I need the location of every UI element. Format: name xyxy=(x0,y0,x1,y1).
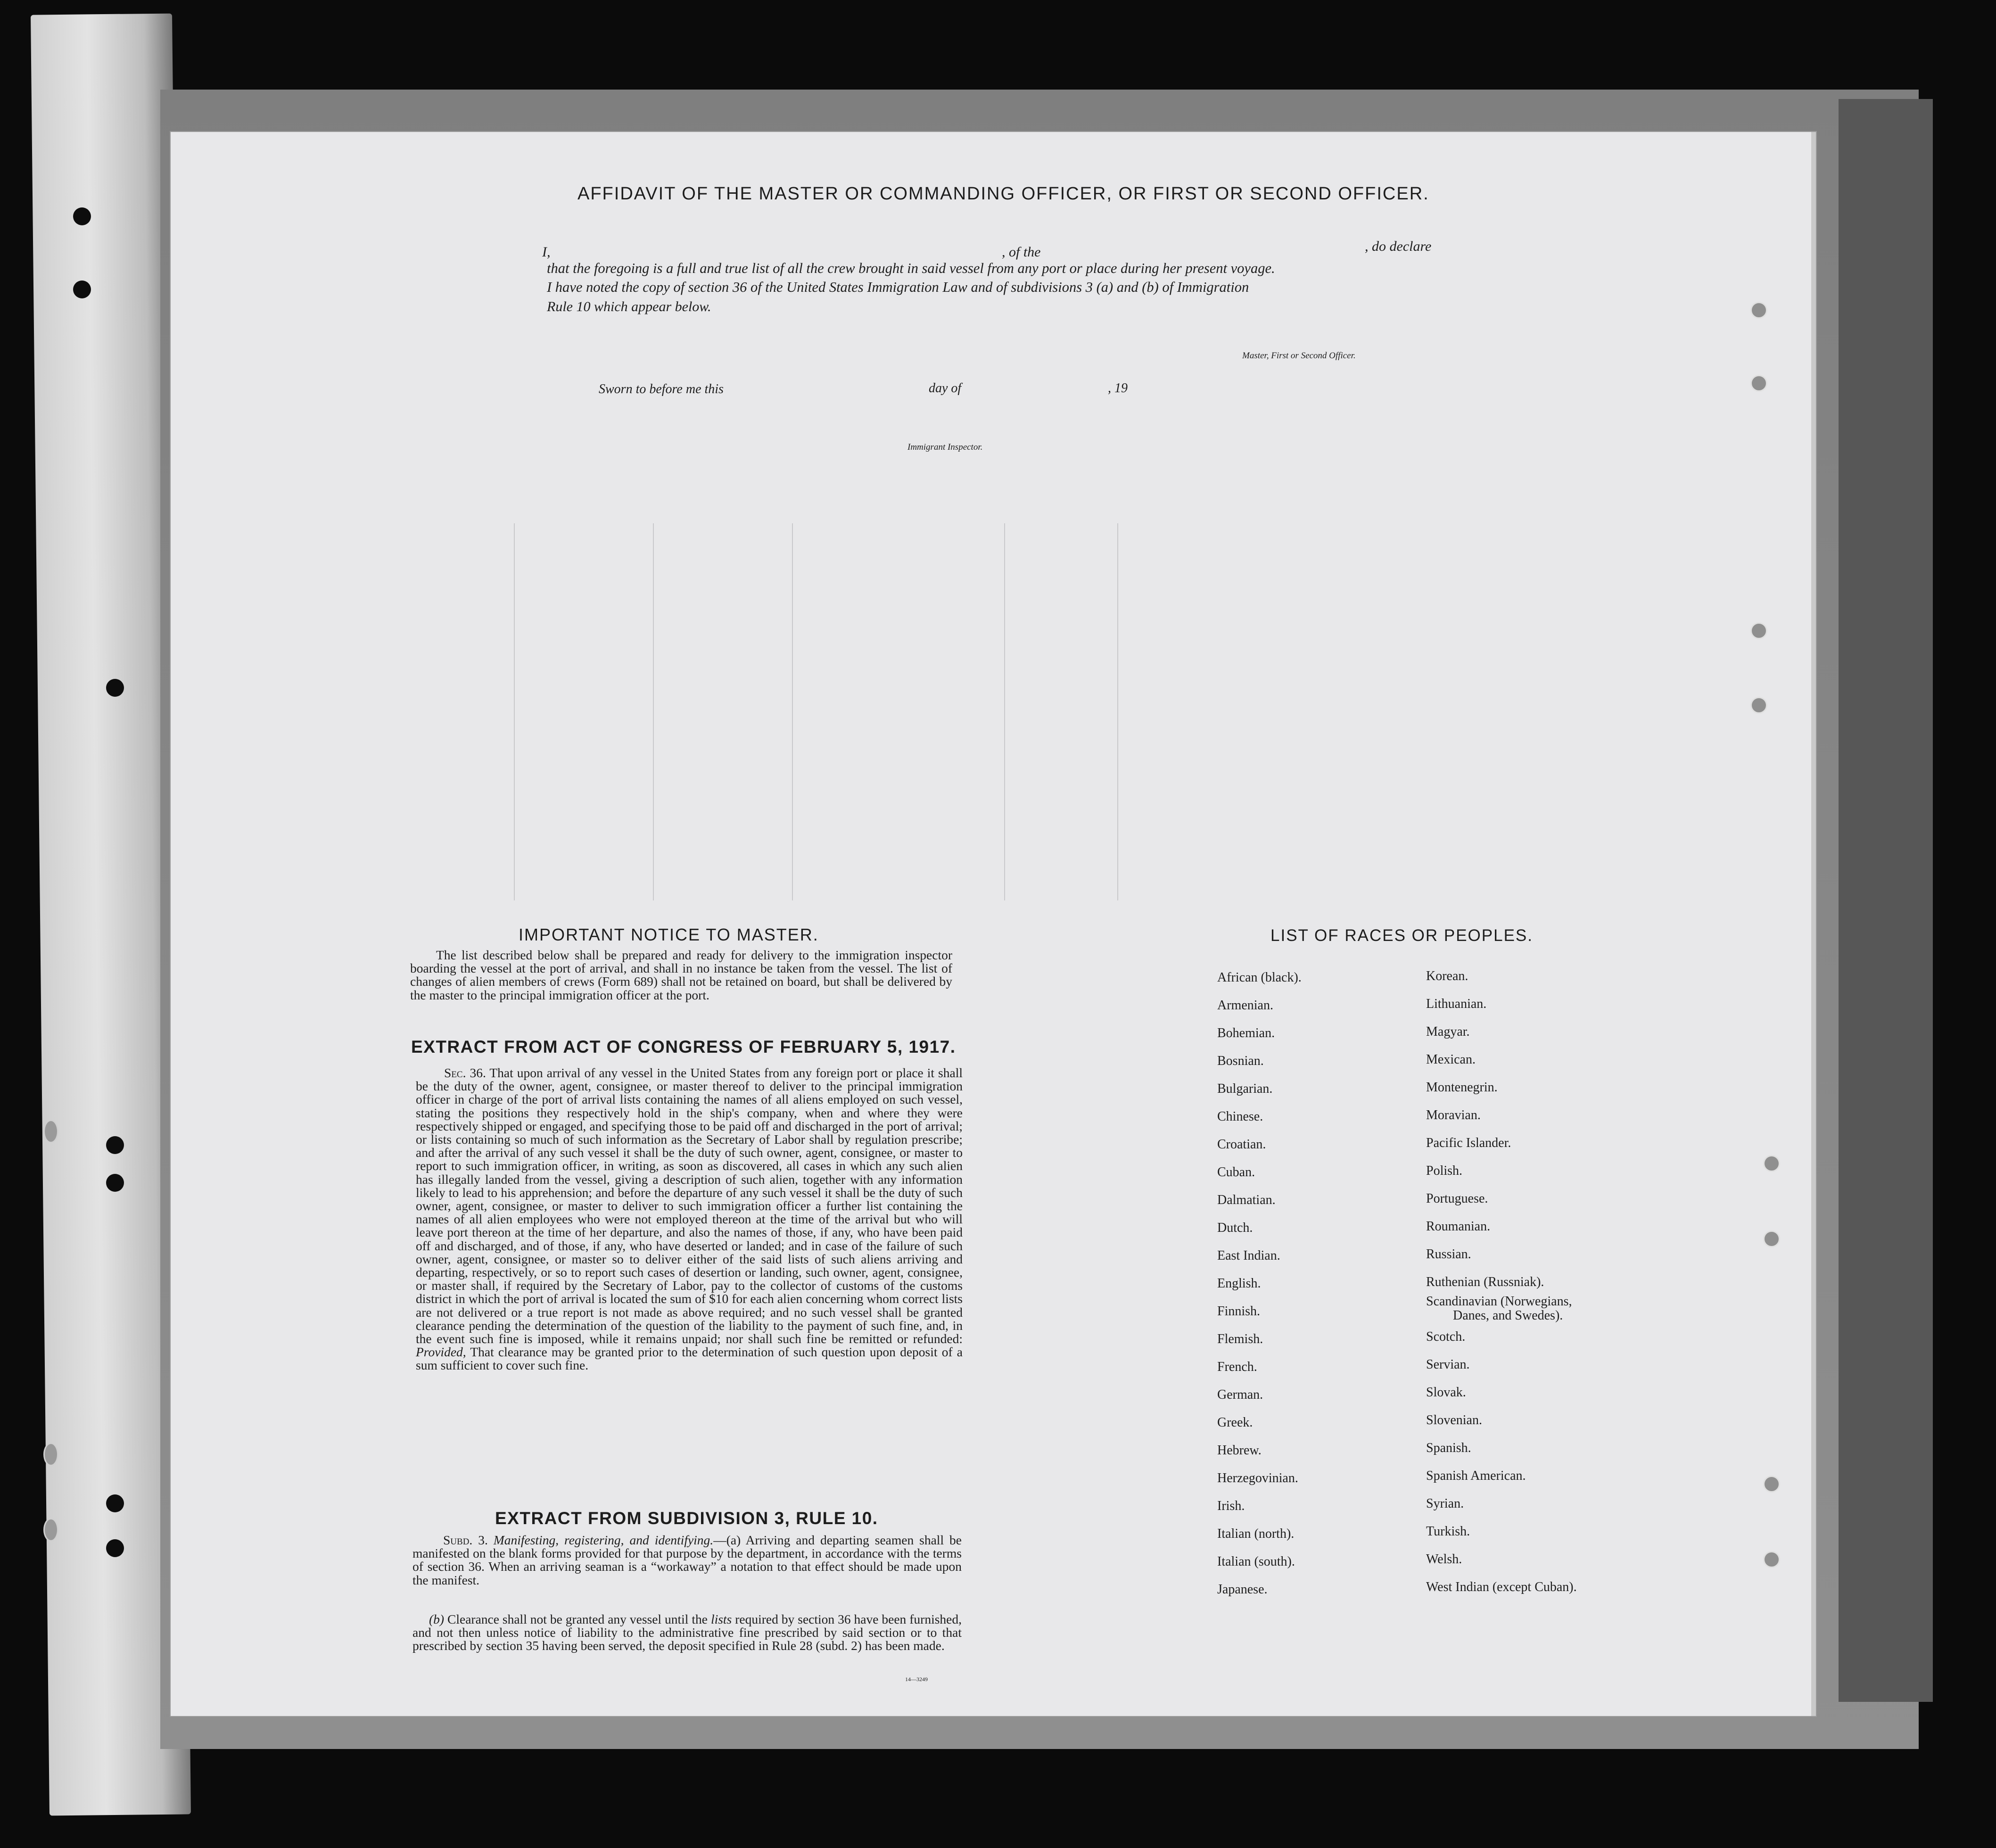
affidavit-title: AFFIDAVIT OF THE MASTER OR COMMANDING OFFICER, OR FIRST OR SECOND OFFICER. xyxy=(577,184,1429,204)
race-item: Hebrew. xyxy=(1217,1443,1262,1458)
race-item: Bohemian. xyxy=(1217,1026,1275,1040)
race-item: Spanish. xyxy=(1426,1441,1471,1455)
race-item: Moravian. xyxy=(1426,1108,1481,1122)
race-item: Irish. xyxy=(1217,1499,1245,1513)
binder-ring xyxy=(43,1120,58,1143)
race-item: Chinese. xyxy=(1217,1109,1263,1124)
race-item: Lithuanian. xyxy=(1426,997,1487,1011)
race-item: East Indian. xyxy=(1217,1248,1280,1263)
race-item: Bulgarian. xyxy=(1217,1081,1273,1096)
race-item: Armenian. xyxy=(1217,998,1273,1013)
race-item: Slovak. xyxy=(1426,1385,1466,1400)
column-rule xyxy=(792,523,793,900)
race-item: Syrian. xyxy=(1426,1496,1464,1511)
binder-ring xyxy=(43,1518,58,1542)
race-item: Korean. xyxy=(1426,969,1468,983)
affidavit-line-4: Rule 10 which appear below. xyxy=(547,299,711,314)
notice-paragraph: The list described below shall be prepared and ready for delivery to the immigration inspector boarding the vessel at the port of arrival, and shall in no instance be taken from the vessel. The list of changes of alien members of crews (Form 689) shall not be retained on board, but shall be delivered by the master to the principal immigration officer at the port. xyxy=(410,948,952,1002)
race-item: West Indian (except Cuban). xyxy=(1426,1580,1577,1594)
rule-title: EXTRACT FROM SUBDIVISION 3, RULE 10. xyxy=(495,1509,878,1528)
binder-hole xyxy=(106,1539,124,1557)
race-item: Magyar. xyxy=(1426,1024,1470,1039)
race-item: Russian. xyxy=(1426,1247,1471,1262)
binder-hole xyxy=(106,1174,124,1192)
back-sheet-edge xyxy=(1839,99,1933,1702)
race-item: Pacific Islander. xyxy=(1426,1136,1511,1150)
race-item: Montenegrin. xyxy=(1426,1080,1498,1095)
race-item: Roumanian. xyxy=(1426,1219,1491,1234)
margin-ring xyxy=(1750,622,1767,639)
margin-ring xyxy=(1763,1230,1780,1247)
subd-text-a: —(a) Arriving and departing seamen shall be manifested on the blank forms provided for that purpose by the department, in accordance with the terms of section 36. When an arriving seaman is a “workaway” a notation to that effect should be made upon the manifest. xyxy=(412,1533,962,1587)
race-item: Finnish. xyxy=(1217,1304,1261,1319)
race-item: Scandinavian (Norwegians, xyxy=(1426,1294,1572,1309)
act-section-36 xyxy=(416,1066,963,1372)
margin-ring xyxy=(1763,1551,1780,1568)
race-item: Scotch. xyxy=(1426,1329,1466,1344)
race-item: English. xyxy=(1217,1276,1261,1291)
race-item: Danes, and Swedes). xyxy=(1453,1308,1563,1323)
race-item: Slovenian. xyxy=(1426,1413,1482,1427)
master-signature-caption: Master, First or Second Officer. xyxy=(1242,351,1356,361)
provided-label: Provided, xyxy=(416,1345,466,1360)
race-item: Portuguese. xyxy=(1426,1191,1488,1206)
binder-hole xyxy=(73,280,91,298)
binder-ring xyxy=(43,1443,58,1466)
section-text: That upon arrival of any vessel in the United States from any foreign port or place it shall be the duty of the owner, agent, consignee, or master thereof to deliver to the principal immigration officer in charge of the port of arrival lists containing the names of all aliens employed on such vessel, stating the positions they respectively hold in the ship's company, when and where they were respectively shipped or engaged, and specifying those to be paid off and discharged in the port of arrival; or lists containing so much of such information as the Secretary of Labor shall by regulation prescribe; and after the arrival of any such vessel it shall be the duty of such owner, agent, consignee, or master to report to such immigration officer, in writing, as soon as discovered, all cases in which any such alien has illegally landed from the vessel, giving a description of such alien, together with any information likely to lead to his apprehension; and before the departure of any such vessel it shall be the duty of such owner, agent, consignee, or master to deliver to such immigration officer a further list containing the names of all alien employees who were not employed thereon at the time of the arrival but who will leave port thereon at the time of her departure, and also the names of those, if any, who have been paid off and discharged, and of those, if any, who have deserted or landed; and in case of the failure of such owner, agent, consignee, or master so to deliver either of the said lists of such aliens arriving and departing, respectively, or so to report such cases of desertion or landing, such owner, agent, consignee, or master shall, if required by the Secretary of Labor, pay to the collector of customs of the customs district in which the port of arrival is located the sum of $10 for each alien concerning whom correct lists are not delivered or a true report is not made as above required; and no such vessel shall be granted clearance pending the determination of the question of the liability to the payment of such fine, and, in the event such fine is imposed, while it remains unpaid; nor shall such fine be remitted or refunded: xyxy=(416,1065,963,1346)
race-item: Ruthenian (Russniak). xyxy=(1426,1275,1544,1289)
margin-ring xyxy=(1763,1155,1780,1172)
column-rule xyxy=(653,523,654,900)
column-rule xyxy=(1004,523,1005,900)
notice-title: IMPORTANT NOTICE TO MASTER. xyxy=(519,925,819,944)
race-item: Turkish. xyxy=(1426,1524,1470,1539)
race-item: Dalmatian. xyxy=(1217,1193,1276,1207)
year-label: , 19 xyxy=(1108,381,1128,396)
column-rule xyxy=(1117,523,1118,900)
race-item: German. xyxy=(1217,1387,1263,1402)
race-item: French. xyxy=(1217,1360,1257,1374)
margin-ring xyxy=(1750,375,1767,392)
race-item: Servian. xyxy=(1426,1357,1470,1372)
rule-para-a xyxy=(412,1534,962,1587)
race-item: Japanese. xyxy=(1217,1582,1268,1597)
rule-para-b xyxy=(412,1613,962,1653)
margin-ring xyxy=(1750,697,1767,714)
race-item: African (black). xyxy=(1217,970,1302,985)
subd-heading: Manifesting, registering, and identifying. xyxy=(493,1533,714,1547)
act-title: EXTRACT FROM ACT OF CONGRESS OF FEBRUARY 5, 1917. xyxy=(411,1037,956,1056)
section-label: Sec. 36. xyxy=(444,1065,486,1080)
affidavit-line-2: that the foregoing is a full and true list of all the crew brought in said vessel from any port or place during her present voyage. xyxy=(547,260,1275,276)
day-of-label: day of xyxy=(929,381,962,396)
margin-ring xyxy=(1750,302,1767,319)
race-item: Greek. xyxy=(1217,1415,1253,1430)
affidavit-line-3: I have noted the copy of section 36 of the United States Immigration Law and of subdivisions 3 (a) and (b) of Immigration xyxy=(547,279,1249,295)
race-item: Italian (south). xyxy=(1217,1554,1295,1569)
race-item: Mexican. xyxy=(1426,1052,1476,1067)
binder-hole xyxy=(106,1494,124,1512)
para-b-label: (b) xyxy=(429,1612,445,1626)
form-number: 14—3249 xyxy=(905,1676,928,1683)
affidavit-page xyxy=(171,132,1816,1716)
column-rule xyxy=(514,523,515,900)
affidavit-of-the: , of the xyxy=(1002,244,1041,260)
race-item: Flemish. xyxy=(1217,1332,1263,1346)
race-item: Cuban. xyxy=(1217,1165,1255,1180)
para-b-text-2: required by section 36 have been furnished, and not then unless notice of liability to the administrative fine prescribed by said section or to that prescribed by section 35 having been served, the deposit specified in Rule 28 (subd. 2) has been made. xyxy=(412,1612,962,1653)
binder-hole xyxy=(73,207,91,225)
race-item: Bosnian. xyxy=(1217,1054,1264,1068)
race-item: Herzegovinian. xyxy=(1217,1471,1298,1485)
races-title: LIST OF RACES OR PEOPLES. xyxy=(1270,926,1534,945)
binder-hole xyxy=(106,679,124,697)
race-item: Polish. xyxy=(1426,1163,1463,1178)
race-item: Dutch. xyxy=(1217,1221,1253,1235)
inspector-caption: Immigrant Inspector. xyxy=(907,442,983,452)
section-tail: That clearance may be granted prior to the determination of such question upon deposit of a sum sufficient to cover such fine. xyxy=(416,1345,963,1373)
para-b-text-1: Clearance shall not be granted any vessel until the xyxy=(447,1612,708,1626)
affidavit-do-declare: , do declare xyxy=(1365,239,1432,254)
race-item: Welsh. xyxy=(1426,1552,1462,1567)
race-item: Spanish American. xyxy=(1426,1468,1526,1483)
sworn-label: Sworn to before me this xyxy=(599,382,724,396)
binder-hole xyxy=(106,1136,124,1154)
para-b-lists: lists xyxy=(710,1612,732,1626)
race-item: Italian (north). xyxy=(1217,1526,1295,1541)
race-item: Croatian. xyxy=(1217,1137,1266,1152)
affidavit-i-label: I, xyxy=(542,244,551,260)
margin-ring xyxy=(1763,1476,1780,1493)
subd-label: Subd. 3. xyxy=(443,1533,488,1547)
